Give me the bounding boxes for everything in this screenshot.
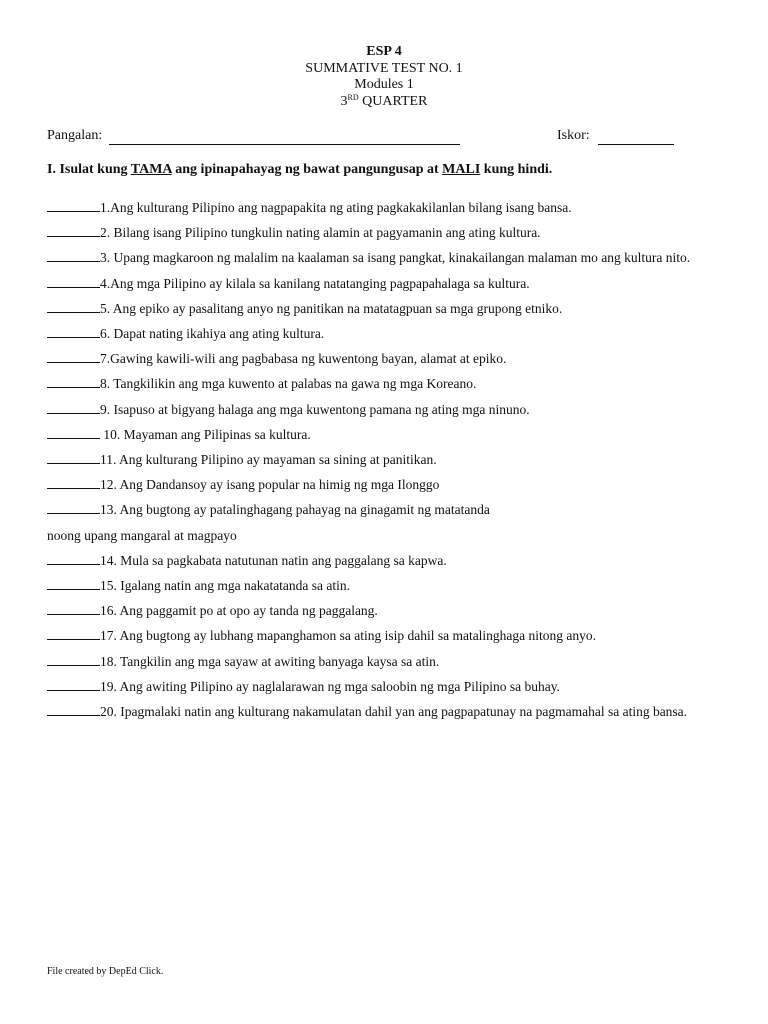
answer-blank[interactable] [47,247,100,262]
answer-blank[interactable] [47,474,100,489]
instructions: I. Isulat kung TAMA ang ipinapahayag ng bawat pangungusap at MALI kung hindi. [47,162,553,177]
item-text: 4.Ang mga Pilipino ay kilala sa kanilang natatanging pagpapahalaga sa kultura. [100,275,530,291]
name-field[interactable] [109,144,460,145]
item-text: 15. Igalang natin ang mga nakatatanda sa atin. [100,578,351,594]
item-text: 9. Isapuso at bigyang halaga ang mga kuwentong pamana ng ating mga ninuno. [100,401,530,417]
test-title: SUMMATIVE TEST NO. 1 [305,60,463,76]
answer-blank[interactable] [47,449,100,464]
answer-blank[interactable] [47,399,100,414]
item-text: 10. Mayaman ang Pilipinas sa kultura. [100,426,311,442]
item-continuation: noong upang mangaral at magpayo [47,527,237,543]
test-item [47,447,707,472]
answer-blank[interactable] [47,298,100,313]
test-item [47,598,707,623]
item-text: 8. Tangkilikin ang mga kuwento at palabas na gawa ng mga Koreano. [100,376,477,392]
test-item [47,649,707,674]
answer-blank[interactable] [47,600,100,615]
answer-blank[interactable] [47,651,100,666]
answer-blank[interactable] [47,348,100,363]
answer-blank[interactable] [47,625,100,640]
test-item [47,623,707,648]
answer-blank[interactable] [47,550,100,565]
test-item [47,245,707,270]
answer-blank[interactable] [47,273,100,288]
test-item [47,674,707,699]
answer-blank[interactable] [47,222,100,237]
item-text: 19. Ang awiting Pilipino ay naglalarawan ng mga saloobin ng mga Pilipino sa buhay. [100,678,560,694]
name-label: Pangalan: [47,128,103,143]
item-text: 13. Ang bugtong ay patalinghagang pahayag na ginagamit ng matatanda [100,502,490,518]
item-text: 14. Mula sa pagkabata natutunan natin ang paggalang sa kapwa. [100,552,447,568]
item-text: 12. Ang Dandansoy ay isang popular na himig ng mga Ilonggo [100,477,440,493]
test-item [47,397,707,422]
test-item [47,699,707,724]
item-text: 16. Ang paggamit po at opo ay tanda ng paggalang. [100,603,378,619]
test-item [47,220,707,245]
item-text: 7.Gawing kawili-wili ang pagbabasa ng kuwentong bayan, alamat at epiko. [100,351,507,367]
answer-blank[interactable] [47,499,100,514]
document-header [0,44,768,110]
item-text: 3. Upang magkaroon ng malalim na kaalaman sa isang pangkat, kinakailangan malaman mo ang kultura nito. [100,250,691,266]
item-text: 20. Ipagmalaki natin ang kulturang nakamulatan dahil yan ang pagpapatunay na pagmamahal sa ating bansa. [100,704,688,720]
subject-title: ESP 4 [366,44,402,59]
test-item [47,371,707,396]
test-item [47,422,707,447]
item-text: 2. Bilang isang Pilipino tungkulin nating alamin at pagyamanin ang ating kultura. [100,225,541,241]
student-info [47,128,727,148]
test-items [47,195,707,724]
test-item [47,497,707,522]
answer-blank[interactable] [47,575,100,590]
item-text: 11. Ang kulturang Pilipino ay mayaman sa sining at panitikan. [100,452,437,468]
item-text: 18. Tangkilin ang mga sayaw at awiting banyaga kaysa sa atin. [100,653,440,669]
score-label: Iskor: [557,128,590,143]
item-text: 5. Ang epiko ay pasalitang anyo ng panitikan na matatagpuan sa mga grupong etniko. [100,300,563,316]
test-item [47,548,707,573]
modules-label: Modules 1 [354,77,414,92]
test-item [47,346,707,371]
answer-blank[interactable] [47,701,100,716]
test-item [47,195,707,220]
answer-blank[interactable] [47,197,100,212]
test-item [47,296,707,321]
test-item [47,472,707,497]
answer-blank[interactable] [47,424,100,439]
footer-credit: File created by DepEd Click. [47,966,164,977]
answer-blank[interactable] [47,373,100,388]
quarter-label: 3RD QUARTER [340,92,428,109]
answer-blank[interactable] [47,323,100,338]
item-text: 17. Ang bugtong ay lubhang mapanghamon sa ating isip dahil sa matalinghaga nitong anyo. [100,628,597,644]
test-item [47,271,707,296]
score-field[interactable] [598,144,674,145]
item-text: 6. Dapat nating ikahiya ang ating kultura. [100,326,325,342]
item-text: 1.Ang kulturang Pilipino ang nagpapakita ng ating pagkakakilanlan bilang isang bansa. [100,200,572,215]
answer-blank[interactable] [47,676,100,691]
test-item [47,573,707,598]
test-item [47,321,707,346]
